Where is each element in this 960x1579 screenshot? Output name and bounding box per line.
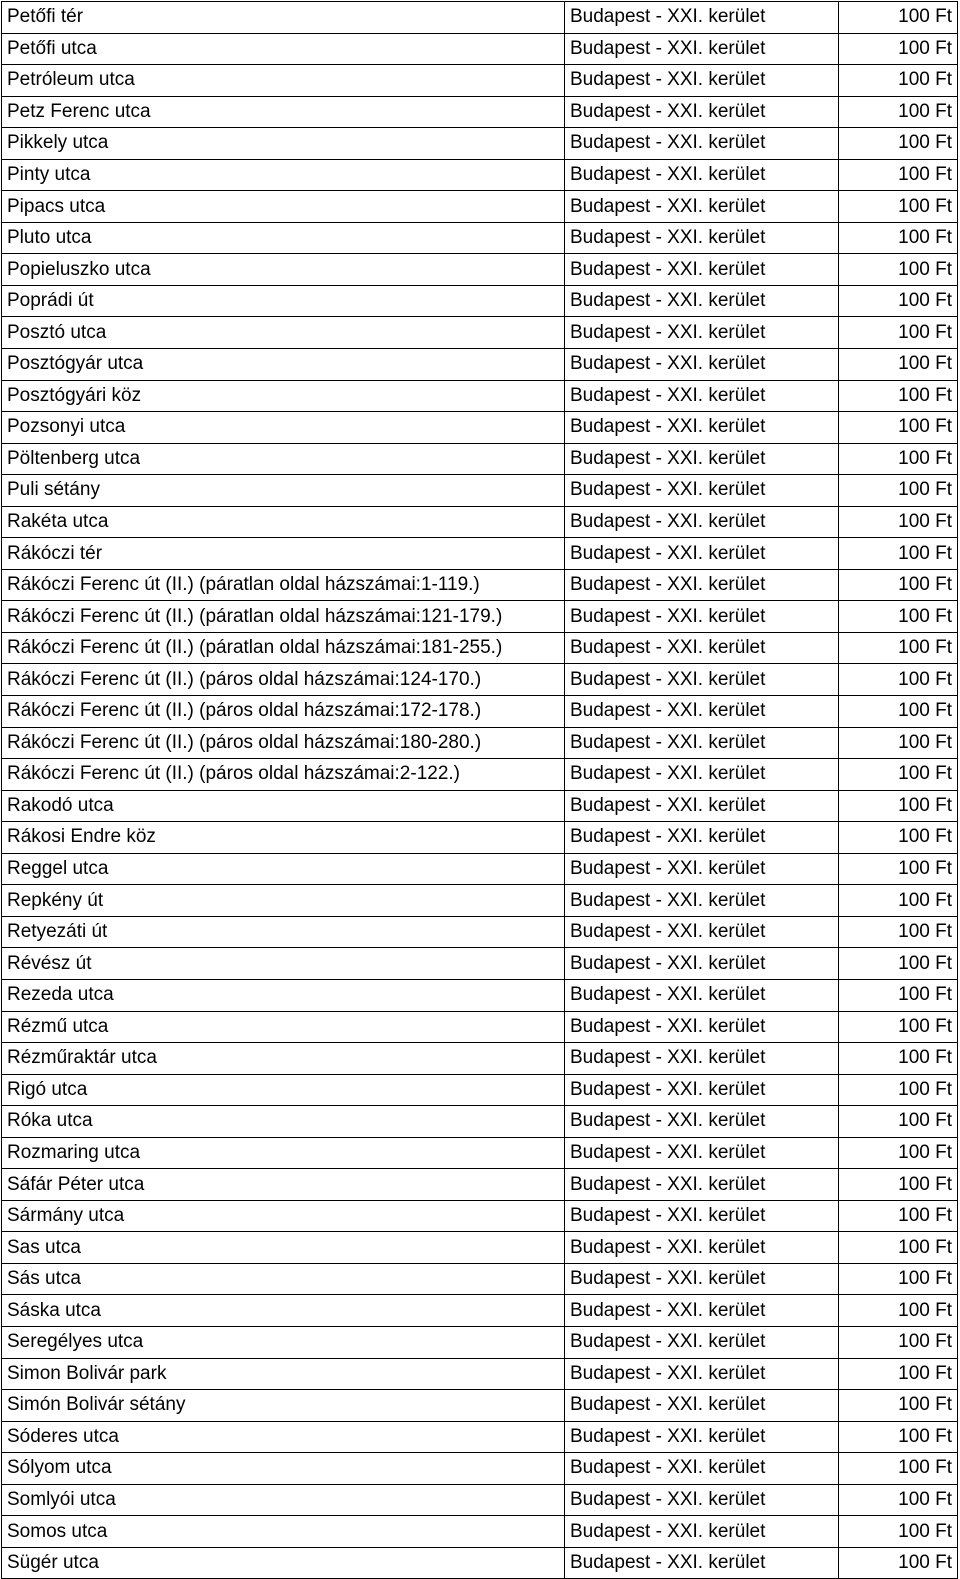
district-cell: Budapest - XXI. kerület: [565, 443, 839, 475]
street-name-cell: Popieluszko utca: [2, 254, 565, 286]
street-name-cell: Rákóczi Ferenc út (II.) (páros oldal házszámai:2-122.): [2, 759, 565, 791]
street-name-cell: Simon Bolivár park: [2, 1358, 565, 1390]
price-cell: 100 Ft: [839, 285, 958, 317]
district-cell: Budapest - XXI. kerület: [565, 1390, 839, 1422]
table-row: [2, 128, 958, 160]
street-name-cell: Repkény út: [2, 885, 565, 917]
table-row: [2, 65, 958, 97]
price-cell: 100 Ft: [839, 65, 958, 97]
street-name-cell: Pikkely utca: [2, 128, 565, 160]
street-name-cell: Retyezáti út: [2, 916, 565, 948]
district-cell: Budapest - XXI. kerület: [565, 191, 839, 223]
district-cell: Budapest - XXI. kerület: [565, 759, 839, 791]
price-cell: 100 Ft: [839, 916, 958, 948]
price-cell: 100 Ft: [839, 254, 958, 286]
district-cell: Budapest - XXI. kerület: [565, 853, 839, 885]
price-cell: 100 Ft: [839, 1326, 958, 1358]
street-name-cell: Posztógyár utca: [2, 349, 565, 381]
table-row: [2, 1263, 958, 1295]
table-row: [2, 885, 958, 917]
district-cell: Budapest - XXI. kerület: [565, 380, 839, 412]
street-name-cell: Rákóczi tér: [2, 538, 565, 570]
table-row: [2, 601, 958, 633]
table-row: [2, 33, 958, 65]
price-cell: 100 Ft: [839, 979, 958, 1011]
district-cell: Budapest - XXI. kerület: [565, 1200, 839, 1232]
price-cell: 100 Ft: [839, 1137, 958, 1169]
district-cell: Budapest - XXI. kerület: [565, 727, 839, 759]
price-cell: 100 Ft: [839, 885, 958, 917]
district-cell: Budapest - XXI. kerület: [565, 664, 839, 696]
table-row: [2, 696, 958, 728]
table-row: [2, 1137, 958, 1169]
district-cell: Budapest - XXI. kerület: [565, 538, 839, 570]
street-name-cell: Posztógyári köz: [2, 380, 565, 412]
district-cell: Budapest - XXI. kerület: [565, 1169, 839, 1201]
table-row: [2, 1390, 958, 1422]
price-cell: 100 Ft: [839, 506, 958, 538]
table-row: [2, 380, 958, 412]
street-name-cell: Pipacs utca: [2, 191, 565, 223]
price-cell: 100 Ft: [839, 1232, 958, 1264]
street-name-cell: Révész út: [2, 948, 565, 980]
street-name-cell: Pöltenberg utca: [2, 443, 565, 475]
street-name-cell: Pozsonyi utca: [2, 412, 565, 444]
table-row: [2, 538, 958, 570]
district-cell: Budapest - XXI. kerület: [565, 1011, 839, 1043]
table-row: [2, 96, 958, 128]
price-cell: 100 Ft: [839, 317, 958, 349]
table-row: [2, 1043, 958, 1075]
price-cell: 100 Ft: [839, 1390, 958, 1422]
price-cell: 100 Ft: [839, 1295, 958, 1327]
district-cell: Budapest - XXI. kerület: [565, 349, 839, 381]
district-cell: Budapest - XXI. kerület: [565, 412, 839, 444]
district-cell: Budapest - XXI. kerület: [565, 916, 839, 948]
table-row: [2, 1169, 958, 1201]
price-cell: 100 Ft: [839, 1421, 958, 1453]
table-row: [2, 475, 958, 507]
table-row: [2, 569, 958, 601]
price-cell: 100 Ft: [839, 1106, 958, 1138]
district-cell: Budapest - XXI. kerület: [565, 1106, 839, 1138]
street-name-cell: Petróleum utca: [2, 65, 565, 97]
street-name-cell: Petőfi tér: [2, 2, 565, 34]
table-row: [2, 948, 958, 980]
table-row: [2, 790, 958, 822]
street-name-cell: Sas utca: [2, 1232, 565, 1264]
district-cell: Budapest - XXI. kerület: [565, 822, 839, 854]
price-cell: 100 Ft: [839, 1011, 958, 1043]
street-name-cell: Rákóczi Ferenc út (II.) (páros oldal házszámai:124-170.): [2, 664, 565, 696]
price-cell: 100 Ft: [839, 159, 958, 191]
price-cell: 100 Ft: [839, 96, 958, 128]
price-cell: 100 Ft: [839, 33, 958, 65]
street-name-cell: Somlyói utca: [2, 1484, 565, 1516]
price-cell: 100 Ft: [839, 412, 958, 444]
price-cell: 100 Ft: [839, 822, 958, 854]
district-cell: Budapest - XXI. kerület: [565, 1484, 839, 1516]
district-cell: Budapest - XXI. kerület: [565, 475, 839, 507]
price-cell: 100 Ft: [839, 1263, 958, 1295]
street-name-cell: Rákóczi Ferenc út (II.) (páratlan oldal házszámai:121-179.): [2, 601, 565, 633]
street-name-cell: Sólyom utca: [2, 1453, 565, 1485]
street-name-cell: Róka utca: [2, 1106, 565, 1138]
district-cell: Budapest - XXI. kerület: [565, 948, 839, 980]
district-cell: Budapest - XXI. kerület: [565, 1358, 839, 1390]
price-cell: 100 Ft: [839, 1547, 958, 1579]
price-cell: 100 Ft: [839, 128, 958, 160]
table-row: [2, 2, 958, 34]
table-body: [2, 2, 958, 1579]
district-cell: Budapest - XXI. kerület: [565, 569, 839, 601]
table-row: [2, 1453, 958, 1485]
table-row: [2, 159, 958, 191]
street-name-cell: Rákosi Endre köz: [2, 822, 565, 854]
price-cell: 100 Ft: [839, 1169, 958, 1201]
street-name-cell: Sáfár Péter utca: [2, 1169, 565, 1201]
price-cell: 100 Ft: [839, 380, 958, 412]
price-cell: 100 Ft: [839, 443, 958, 475]
table-row: [2, 727, 958, 759]
district-cell: Budapest - XXI. kerület: [565, 506, 839, 538]
price-cell: 100 Ft: [839, 538, 958, 570]
table-row: [2, 632, 958, 664]
district-cell: Budapest - XXI. kerület: [565, 285, 839, 317]
price-cell: 100 Ft: [839, 853, 958, 885]
district-cell: Budapest - XXI. kerület: [565, 254, 839, 286]
price-cell: 100 Ft: [839, 759, 958, 791]
price-cell: 100 Ft: [839, 696, 958, 728]
price-cell: 100 Ft: [839, 475, 958, 507]
street-name-cell: Rakodó utca: [2, 790, 565, 822]
table-row: [2, 443, 958, 475]
street-name-cell: Petz Ferenc utca: [2, 96, 565, 128]
district-cell: Budapest - XXI. kerület: [565, 96, 839, 128]
street-name-cell: Sás utca: [2, 1263, 565, 1295]
table-row: [2, 1232, 958, 1264]
district-cell: Budapest - XXI. kerület: [565, 632, 839, 664]
price-cell: 100 Ft: [839, 664, 958, 696]
district-cell: Budapest - XXI. kerület: [565, 1074, 839, 1106]
price-cell: 100 Ft: [839, 1453, 958, 1485]
street-name-cell: Sármány utca: [2, 1200, 565, 1232]
district-cell: Budapest - XXI. kerület: [565, 601, 839, 633]
table-row: [2, 285, 958, 317]
price-cell: 100 Ft: [839, 948, 958, 980]
price-cell: 100 Ft: [839, 1074, 958, 1106]
street-name-cell: Puli sétány: [2, 475, 565, 507]
table-row: [2, 664, 958, 696]
street-price-table: [1, 1, 958, 1579]
table-row: [2, 759, 958, 791]
district-cell: Budapest - XXI. kerület: [565, 1137, 839, 1169]
district-cell: Budapest - XXI. kerület: [565, 33, 839, 65]
district-cell: Budapest - XXI. kerület: [565, 790, 839, 822]
street-name-cell: Somos utca: [2, 1516, 565, 1548]
street-name-cell: Sóderes utca: [2, 1421, 565, 1453]
street-name-cell: Rákóczi Ferenc út (II.) (páratlan oldal házszámai:1-119.): [2, 569, 565, 601]
district-cell: Budapest - XXI. kerület: [565, 1421, 839, 1453]
district-cell: Budapest - XXI. kerület: [565, 317, 839, 349]
district-cell: Budapest - XXI. kerület: [565, 1326, 839, 1358]
district-cell: Budapest - XXI. kerület: [565, 979, 839, 1011]
street-name-cell: Petőfi utca: [2, 33, 565, 65]
table-row: [2, 1200, 958, 1232]
district-cell: Budapest - XXI. kerület: [565, 222, 839, 254]
street-name-cell: Reggel utca: [2, 853, 565, 885]
table-row: [2, 853, 958, 885]
street-name-cell: Rakéta utca: [2, 506, 565, 538]
district-cell: Budapest - XXI. kerület: [565, 159, 839, 191]
district-cell: Budapest - XXI. kerület: [565, 1043, 839, 1075]
table-row: [2, 979, 958, 1011]
table-row: [2, 1295, 958, 1327]
district-cell: Budapest - XXI. kerület: [565, 65, 839, 97]
street-name-cell: Seregélyes utca: [2, 1326, 565, 1358]
table-row: [2, 1516, 958, 1548]
district-cell: Budapest - XXI. kerület: [565, 1263, 839, 1295]
table-row: [2, 254, 958, 286]
table-row: [2, 506, 958, 538]
price-cell: 100 Ft: [839, 1043, 958, 1075]
street-name-cell: Rézműraktár utca: [2, 1043, 565, 1075]
table-row: [2, 349, 958, 381]
price-cell: 100 Ft: [839, 1484, 958, 1516]
table-row: [2, 1326, 958, 1358]
table-row: [2, 412, 958, 444]
price-cell: 100 Ft: [839, 1516, 958, 1548]
price-cell: 100 Ft: [839, 790, 958, 822]
price-cell: 100 Ft: [839, 222, 958, 254]
street-name-cell: Rezeda utca: [2, 979, 565, 1011]
district-cell: Budapest - XXI. kerület: [565, 128, 839, 160]
price-cell: 100 Ft: [839, 1358, 958, 1390]
street-name-cell: Sügér utca: [2, 1547, 565, 1579]
street-name-cell: Pinty utca: [2, 159, 565, 191]
district-cell: Budapest - XXI. kerület: [565, 1295, 839, 1327]
table-row: [2, 1106, 958, 1138]
district-cell: Budapest - XXI. kerület: [565, 1232, 839, 1264]
price-cell: 100 Ft: [839, 727, 958, 759]
table-row: [2, 1074, 958, 1106]
table-row: [2, 916, 958, 948]
price-cell: 100 Ft: [839, 191, 958, 223]
street-name-cell: Rézmű utca: [2, 1011, 565, 1043]
street-name-cell: Poprádi út: [2, 285, 565, 317]
district-cell: Budapest - XXI. kerület: [565, 2, 839, 34]
table-row: [2, 222, 958, 254]
district-cell: Budapest - XXI. kerület: [565, 1453, 839, 1485]
table-row: [2, 1358, 958, 1390]
street-name-cell: Rákóczi Ferenc út (II.) (páros oldal házszámai:172-178.): [2, 696, 565, 728]
price-cell: 100 Ft: [839, 601, 958, 633]
price-cell: 100 Ft: [839, 632, 958, 664]
street-name-cell: Simón Bolivár sétány: [2, 1390, 565, 1422]
table-row: [2, 317, 958, 349]
table-row: [2, 1421, 958, 1453]
street-name-cell: Rozmaring utca: [2, 1137, 565, 1169]
table-row: [2, 191, 958, 223]
street-name-cell: Posztó utca: [2, 317, 565, 349]
table-row: [2, 822, 958, 854]
table-row: [2, 1011, 958, 1043]
price-cell: 100 Ft: [839, 569, 958, 601]
street-name-cell: Rigó utca: [2, 1074, 565, 1106]
district-cell: Budapest - XXI. kerület: [565, 885, 839, 917]
table-row: [2, 1547, 958, 1579]
district-cell: Budapest - XXI. kerület: [565, 696, 839, 728]
district-cell: Budapest - XXI. kerület: [565, 1547, 839, 1579]
price-cell: 100 Ft: [839, 1200, 958, 1232]
table-row: [2, 1484, 958, 1516]
district-cell: Budapest - XXI. kerület: [565, 1516, 839, 1548]
price-cell: 100 Ft: [839, 349, 958, 381]
street-name-cell: Pluto utca: [2, 222, 565, 254]
street-name-cell: Rákóczi Ferenc út (II.) (páratlan oldal házszámai:181-255.): [2, 632, 565, 664]
street-name-cell: Rákóczi Ferenc út (II.) (páros oldal házszámai:180-280.): [2, 727, 565, 759]
street-name-cell: Sáska utca: [2, 1295, 565, 1327]
price-cell: 100 Ft: [839, 2, 958, 34]
